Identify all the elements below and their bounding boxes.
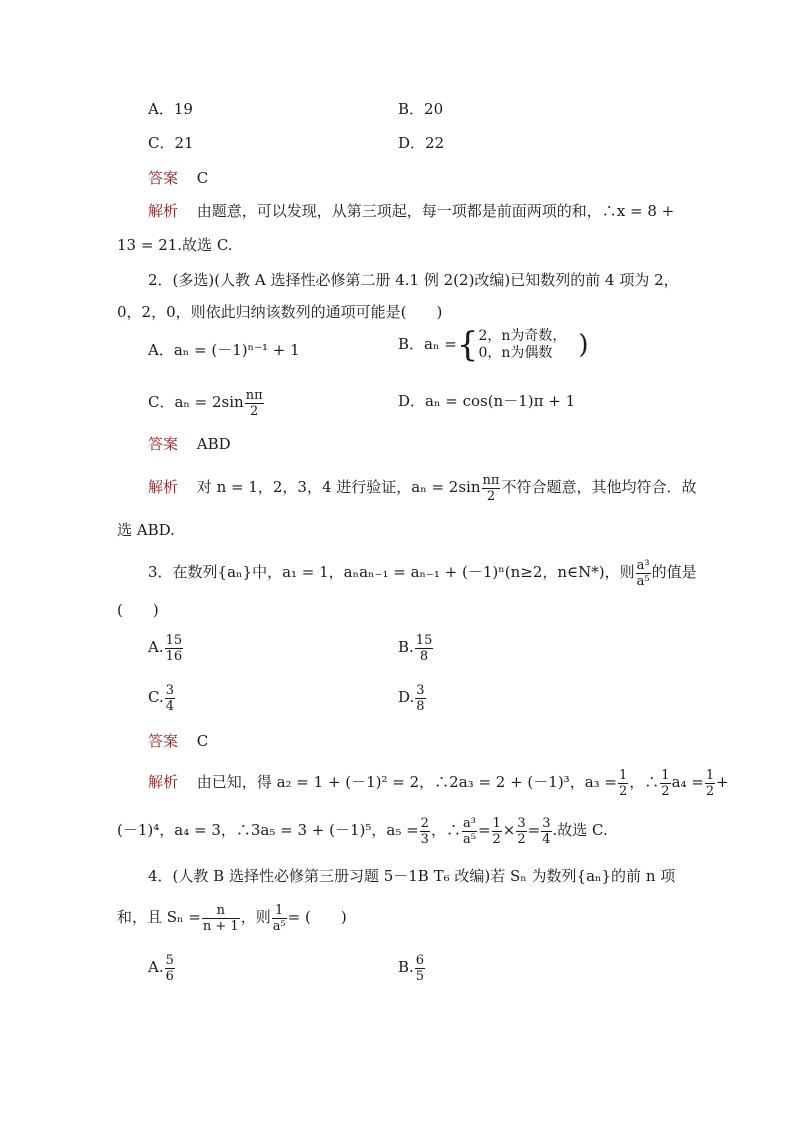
piecewise-cases: [478, 328, 566, 362]
analysis-text: 对 n = 1，2，3，4 进行验证，aₙ = 2sin: [196, 478, 481, 496]
option-prefix: C.: [148, 688, 164, 706]
analysis-text: ，∴: [629, 773, 660, 791]
q3-analysis-line2: [117, 813, 608, 847]
analysis-text: 由题意，可以发现，从第三项起，每一项都是前面两项的和，∴x = 8 +: [196, 202, 675, 220]
analysis-text: .故选 C.: [552, 821, 608, 839]
analysis-text: =: [477, 821, 491, 839]
q1-option-d: D．22: [398, 134, 445, 152]
fraction: $\frac{\text{a³}}{\text{a⁵}}$: [462, 815, 476, 847]
q2-option-d: D．aₙ = cos(n－1)π + 1: [398, 392, 576, 410]
fraction: $\frac{1}{2}$: [492, 815, 501, 847]
fraction: $\frac{15}{16}$: [165, 632, 183, 664]
answer-label: 答案: [148, 435, 179, 453]
stem-text: 和，且 Sₙ =: [117, 908, 201, 926]
fraction: $\frac{\text{a³}}{\text{a⁵}}$: [636, 557, 650, 589]
q3-option-c: [148, 680, 176, 714]
analysis-text: +: [716, 773, 729, 791]
fraction: $\frac{n}{n + 1}$: [202, 902, 239, 934]
fraction: $\frac{2}{3}$: [420, 815, 429, 847]
q3-option-a: [148, 630, 184, 664]
stem-text: = ( ): [287, 908, 347, 926]
answer-label: 答案: [148, 732, 179, 750]
q2-answer: [148, 434, 231, 454]
analysis-label: 解析: [148, 202, 179, 220]
q3-answer: [148, 731, 208, 751]
q2-analysis-line1: [148, 470, 696, 504]
fraction: $\frac{5}{6}$: [165, 952, 174, 984]
case-even: 0，n为偶数: [478, 345, 553, 361]
q3-stem-line1: [148, 555, 697, 589]
fraction: $\frac{1}{\text{a⁵}}$: [272, 902, 286, 934]
q3-analysis-line1: [148, 765, 729, 799]
q4-stem-line2: [117, 900, 347, 934]
analysis-label: 解析: [148, 773, 179, 791]
q1-option-b: B．20: [398, 100, 444, 118]
analysis-text: a₄ =: [671, 773, 704, 791]
q2-stem-line2: 0，2，0，则依此归纳该数列的通项可能是( ): [117, 303, 443, 321]
q1-option-c: C．21: [148, 134, 194, 152]
q4-stem-line1: 4．(人教 B 选择性必修第三册习题 5－1B T₆ 改编)若 Sₙ 为数列{aₙ}的前 n 项: [148, 867, 676, 885]
analysis-text: =: [527, 821, 541, 839]
fraction: $\frac{6}{5}$: [415, 952, 425, 984]
q3-stem-line2: ( ): [117, 601, 159, 619]
fraction: $\frac{n\pi}{2}$: [482, 472, 500, 504]
fraction: $\frac{1}{2}$: [619, 767, 628, 799]
answer-label: 答案: [148, 169, 179, 187]
analysis-text: ×: [502, 821, 516, 839]
analysis-text: 由已知，得 a₂ = 1 + (－1)² = 2，∴2a₃ = 2 + (－1)³，a₃ =: [196, 773, 617, 791]
option-prefix: D.: [398, 688, 415, 706]
q4-option-b: [398, 950, 426, 984]
fraction: $\frac{1}{2}$: [661, 767, 670, 799]
option-prefix: A.: [148, 958, 164, 976]
analysis-text: ，∴: [430, 821, 461, 839]
option-prefix: B.: [398, 638, 414, 656]
q2-analysis-line2: 选 ABD.: [117, 521, 175, 539]
q1-analysis-line2: 13 = 21.故选 C.: [117, 236, 233, 254]
fraction: $\frac{15}{8}$: [415, 632, 433, 664]
q4-option-a: [148, 950, 176, 984]
q1-analysis-line1: [148, 201, 674, 221]
fraction: $\frac{3}{2}$: [517, 815, 526, 847]
option-b-prefix: B．aₙ =: [398, 335, 457, 353]
stem-text: 3．在数列{aₙ}中，a₁ = 1，aₙaₙ₋₁ = aₙ₋₁ + (－1)ⁿ(n≥2，n∈N*)，则: [148, 563, 635, 581]
q3-option-d: [398, 680, 427, 714]
analysis-text: (－1)⁴，a₄ = 3，∴3a₅ = 3 + (－1)⁵，a₅ =: [117, 821, 419, 839]
fraction: $\frac{1}{2}$: [705, 767, 715, 799]
fraction: $\frac{3}{4}$: [542, 815, 551, 847]
q2-option-c: [148, 385, 265, 419]
option-prefix: B.: [398, 958, 414, 976]
q1-option-a: A．19: [148, 100, 193, 118]
fraction: $\frac{3}{8}$: [416, 682, 425, 714]
q1-answer: [148, 168, 208, 188]
q2-stem-line1: 2．(多选)(人教 A 选择性必修第二册 4.1 例 2(2)改编)已知数列的前 4 项为 2，: [148, 271, 679, 289]
stem-text-cont: 的值是: [651, 563, 697, 581]
answer-value: C: [196, 169, 209, 187]
option-c-prefix: C．aₙ = 2sin: [148, 393, 244, 411]
brace-icon: {: [456, 325, 479, 365]
answer-value: C: [196, 732, 209, 750]
analysis-label: 解析: [148, 478, 179, 496]
case-odd: 2，n为奇数，: [478, 328, 567, 344]
q2-option-a: A．aₙ = (－1)ⁿ⁻¹ + 1: [148, 341, 300, 359]
stem-text: ，则: [240, 908, 271, 926]
answer-value: ABD: [196, 435, 231, 453]
paren-icon: ): [578, 330, 589, 360]
fraction: $\frac{n\pi}{2}$: [245, 387, 263, 419]
fraction: $\frac{3}{4}$: [165, 682, 174, 714]
q3-option-b: [398, 630, 434, 664]
analysis-text-cont: 不符合题意，其他均符合．故: [501, 478, 697, 496]
option-prefix: A.: [148, 638, 164, 656]
q2-option-b: [398, 325, 589, 365]
